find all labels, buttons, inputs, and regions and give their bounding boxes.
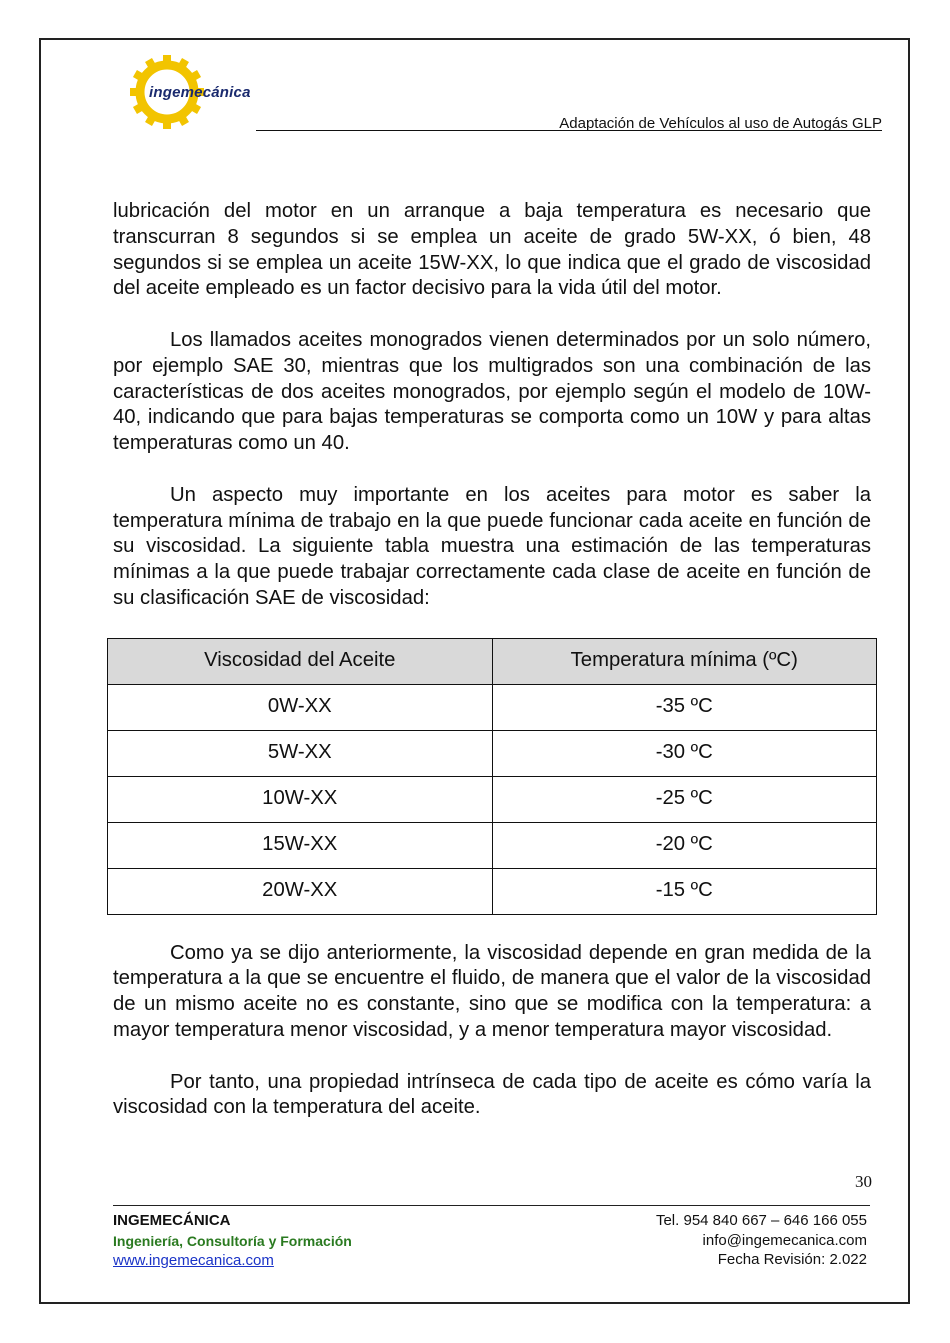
paragraph-4: Como ya se dijo anteriormente, la viscosidad depende en gran medida de la temperatura a la que se encuentre el fluido, de manera que el valor de la viscosidad de un mismo aceite no es constante, sino que se modifica con la temperatura: a mayor temperatura menor viscosidad, y a menor temperatura mayor viscosidad. xyxy=(113,941,871,1041)
footer-company-name: INGEMECÁNICA xyxy=(113,1212,231,1229)
footer-rule xyxy=(113,1205,870,1206)
paragraph-1: lubricación del motor en un arranque a baja temperatura es necesario que transcurran 8 segundos si se emplea un aceite de grado 5W-XX, ó bien, 48 segundos si se emplea un aceite 15W-XX, lo que indica que el grado de viscosidad del aceite empleado es un factor decisivo para la vida útil del motor. xyxy=(113,200,871,300)
logo-text: ingemecánica xyxy=(149,84,251,101)
table-cell-temperature: -15 ºC xyxy=(492,868,877,914)
table-cell-viscosity: 10W-XX xyxy=(108,776,493,822)
paragraph-2: Los llamados aceites monogrados vienen determinados por un solo número, por ejemplo SAE 30, mientras que los multigrados son una combinación de las características de dos aceites monogrados, por ejemplo según el modelo de 10W-40, indicando que para bajas temperaturas se comporta como un 10W y para altas temperaturas como un 40. xyxy=(113,328,871,455)
table-row xyxy=(108,822,877,868)
table-cell-temperature: -30 ºC xyxy=(492,730,877,776)
table-cell-viscosity: 15W-XX xyxy=(108,822,493,868)
footer-phone: Tel. 954 840 667 – 646 166 055 xyxy=(655,1212,867,1229)
footer-website-link[interactable]: www.ingemecanica.com xyxy=(113,1252,274,1269)
table-cell-temperature: -20 ºC xyxy=(492,822,877,868)
table-cell-temperature: -25 ºC xyxy=(492,776,877,822)
footer-company-info xyxy=(113,1211,352,1271)
footer-revision-date: Fecha Revisión: 2.022 xyxy=(717,1251,867,1268)
footer-contact-info xyxy=(656,1211,867,1270)
table-header-temperature: Temperatura mínima (ºC) xyxy=(492,638,877,684)
document-header-title: Adaptación de Vehículos al uso de Autogás GLP xyxy=(559,115,882,132)
table-cell-viscosity: 20W-XX xyxy=(108,868,493,914)
table-row xyxy=(108,730,877,776)
table-cell-temperature: -35 ºC xyxy=(492,684,877,730)
page-number: 30 xyxy=(855,1172,872,1191)
table-header-viscosity: Viscosidad del Aceite xyxy=(108,638,493,684)
header-rule xyxy=(256,130,882,131)
table-header-row xyxy=(108,638,877,684)
paragraph-5: Por tanto, una propiedad intrínseca de cada tipo de aceite es cómo varía la viscosidad con la temperatura del aceite. xyxy=(113,1070,871,1119)
table-row xyxy=(108,868,877,914)
footer-tagline: Ingeniería, Consultoría y Formación xyxy=(113,1233,352,1249)
table-cell-viscosity: 5W-XX xyxy=(108,730,493,776)
footer-email: info@ingemecanica.com xyxy=(702,1231,867,1249)
paragraph-3: Un aspecto muy importante en los aceites para motor es saber la temperatura mínima de trabajo en la que puede funcionar cada aceite en función de su viscosidad. La siguiente tabla muestra una estimación de las temperaturas mínimas a la que puede trabajar correctamente cada clase de aceite en función de su clasificación SAE de viscosidad: xyxy=(113,483,871,609)
table-row xyxy=(108,776,877,822)
table-cell-viscosity: 0W-XX xyxy=(108,684,493,730)
viscosity-temperature-table xyxy=(107,638,877,915)
page-content xyxy=(113,199,871,1121)
table-row xyxy=(108,684,877,730)
